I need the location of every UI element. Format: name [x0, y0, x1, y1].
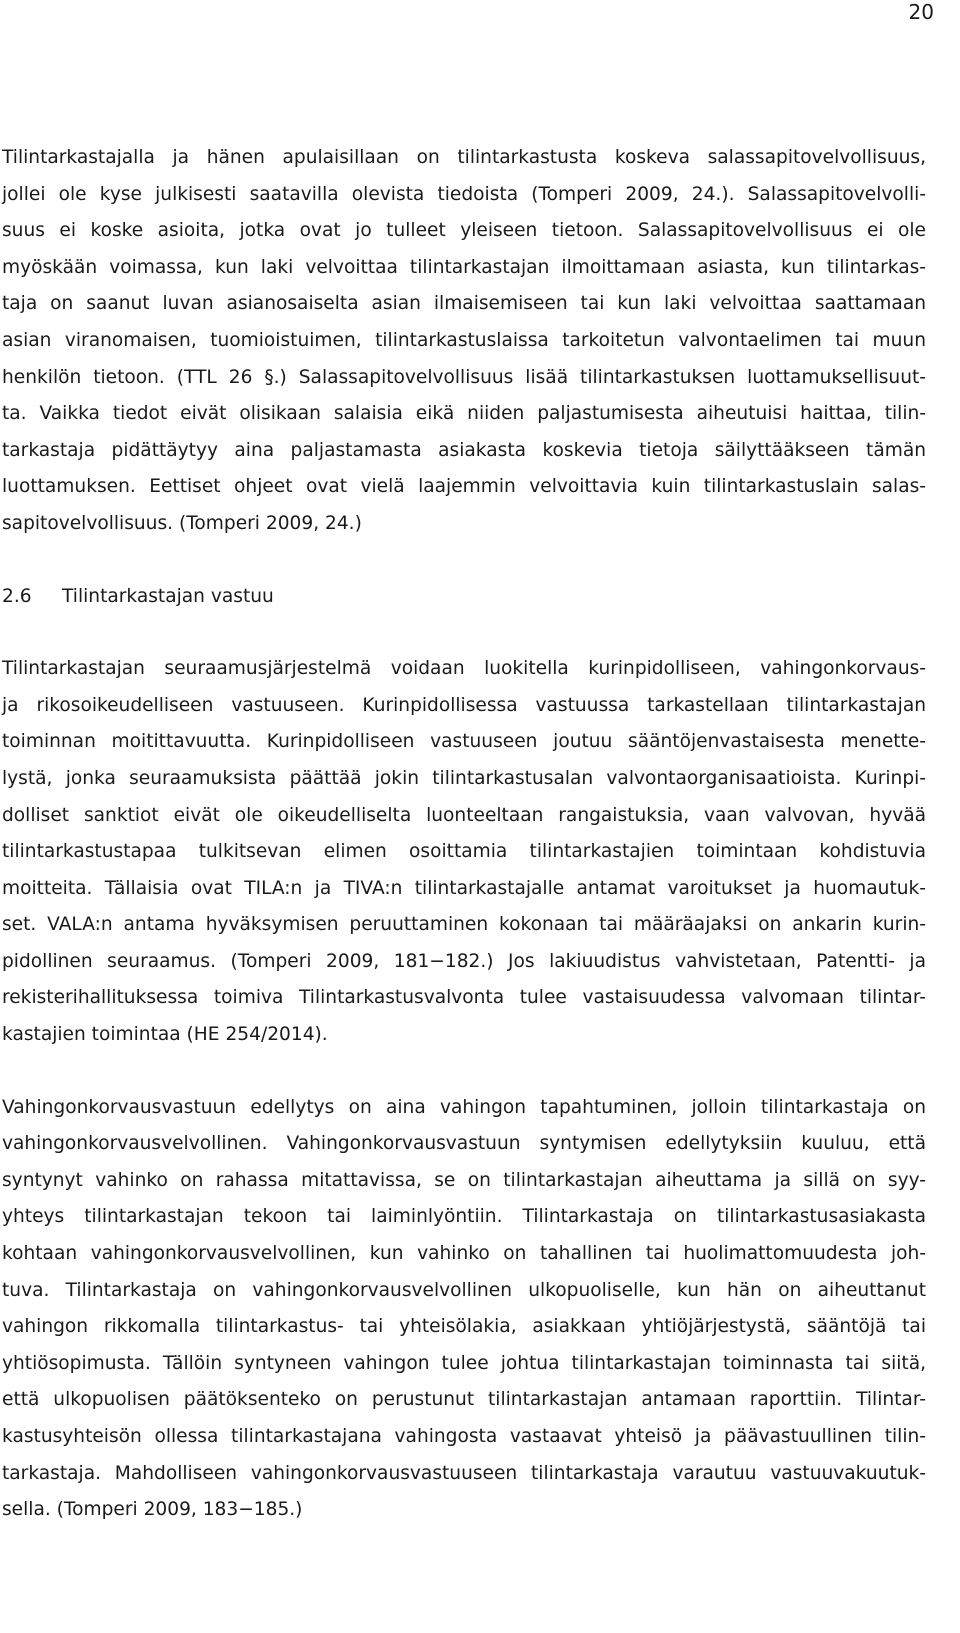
text-line: sapitovelvollisuus. (Tomperi 2009, 24.) — [2, 512, 362, 534]
text-line: suus ei koske asioita, jotka ovat jo tulleet yleiseen tietoon. Salassapitovelvollisuus ei ole — [2, 220, 926, 242]
text-line: tarkastaja pidättäytyy aina paljastamasta asiakasta koskevia tietoja säilyttääkseen tämän — [2, 439, 926, 461]
text-line: rekisterihallituksessa toimiva Tilintarkastusvalvonta tulee vastaisuudessa valvomaan tilintar- — [2, 987, 926, 1009]
paragraph-confidentiality — [2, 140, 926, 543]
text-line: kastusyhteisön ollessa tilintarkastajana vahingosta vastaavat yhteisö ja päävastuullinen tilin- — [2, 1426, 926, 1447]
text-line: dolliset sanktiot eivät ole oikeudelliselta luonteeltaan rangaistuksia, vaan valvovan, hyvää — [2, 804, 926, 826]
text-line: sella. (Tomperi 2009, 183−185.) — [2, 1499, 303, 1521]
text-line: moitteita. Tällaisia ovat TILA:n ja TIVA:n tilintarkastajalle antamat varoitukset ja huomautuk- — [2, 877, 926, 899]
text-line: Tilintarkastajalla ja hänen apulaisillaan on tilintarkastusta koskeva salassapitovelvollisuus, — [2, 147, 926, 168]
text-line: pidollinen seuraamus. (Tomperi 2009, 181−182.) Jos lakiuudistus vahvistetaan, Patentti- ja — [2, 950, 926, 972]
text-line: luottamuksen. Eettiset ohjeet ovat vielä laajemmin velvoittavia kuin tilintarkastuslain salas- — [2, 476, 926, 498]
text-line: henkilön tietoon. (TTL 26 §.) Salassapitovelvollisuus lisää tilintarkastuksen luottamuksellisuut- — [2, 366, 926, 388]
section-heading — [2, 579, 926, 616]
section-number: 2.6 — [2, 585, 32, 607]
text-line: että ulkopuolisen päätöksenteko on perustunut tilintarkastajan antamaan raporttiin. Tilintar- — [2, 1389, 926, 1411]
text-line: kastajien toimintaa (HE 254/2014). — [2, 1024, 328, 1046]
text-line: toiminnan moitittavuutta. Kurinpidolliseen vastuuseen joutuu sääntöjenvastaisesta menette- — [2, 731, 926, 753]
text-line: yhtiösopimusta. Tällöin syntyneen vahingon tulee johtua tilintarkastajan toiminnasta tai siitä, — [2, 1352, 926, 1374]
text-line: ja rikosoikeudelliseen vastuuseen. Kurinpidollisessa vastuussa tarkastellaan tilintarkastajan — [2, 694, 926, 716]
text-line: tilintarkastustapaa tulkitsevan elimen osoittamia tilintarkastajien toimintaan kohdistuvia — [2, 841, 926, 863]
section-title: Tilintarkastajan vastuu — [62, 585, 274, 607]
text-line: asian viranomaisen, tuomioistuimen, tilintarkastuslaissa tarkoitetun valvontaelimen tai muun — [2, 329, 926, 351]
text-line: syntynyt vahinko on rahassa mitattavissa, se on tilintarkastajan aiheuttama ja sillä on syy- — [2, 1169, 926, 1191]
paragraph-sanctions — [2, 651, 926, 1054]
text-line: tarkastaja. Mahdolliseen vahingonkorvausvastuuseen tilintarkastaja varautuu vastuuvakuutuk- — [2, 1462, 926, 1484]
text-line: vahingon rikkomalla tilintarkastus- tai yhteisölakia, asiakkaan yhtiöjärjestystä, sääntöjä tai — [2, 1316, 926, 1338]
text-line: Tilintarkastajan seuraamusjärjestelmä voidaan luokitella kurinpidolliseen, vahingonkorvaus- — [2, 658, 926, 680]
text-line: Vahingonkorvausvastuun edellytys on aina vahingon tapahtuminen, jolloin tilintarkastaja on — [2, 1096, 926, 1118]
text-line: kohtaan vahingonkorvausvelvollinen, kun vahinko on tahallinen tai huolimattomuudesta joh- — [2, 1243, 926, 1265]
text-line: ta. Vaikka tiedot eivät olisikaan salaisia eikä niiden paljastumisesta aiheutuisi haittaa, tilin- — [2, 403, 926, 425]
text-line: tuva. Tilintarkastaja on vahingonkorvausvelvollinen ulkopuoliselle, kun hän on aiheuttanut — [2, 1279, 926, 1301]
page-number: 20 — [908, 0, 934, 24]
text-line: jollei ole kyse julkisesti saatavilla olevista tiedoista (Tomperi 2009, 24.). Salassapitovelvolli- — [2, 183, 926, 205]
text-line: vahingonkorvausvelvollinen. Vahingonkorvausvastuun syntymisen edellytyksiin kuuluu, että — [2, 1133, 926, 1155]
text-line: lystä, jonka seuraamuksista päättää jokin tilintarkastusalan valvontaorganisaatioista. Kurinpi- — [2, 767, 926, 789]
paragraph-liability — [2, 1090, 926, 1529]
text-line: myöskään voimassa, kun laki velvoittaa tilintarkastajan ilmoittamaan asiasta, kun tilintarkas- — [2, 256, 926, 278]
text-line: yhteys tilintarkastajan tekoon tai laiminlyöntiin. Tilintarkastaja on tilintarkastusasiakasta — [2, 1206, 926, 1228]
text-line: taja on saanut luvan asianosaiselta asian ilmaisemiseen tai kun laki velvoittaa saattamaan — [2, 293, 926, 315]
page-content — [2, 140, 926, 1529]
text-line: set. VALA:n antama hyväksymisen peruuttaminen kokonaan tai määräajaksi on ankarin kurin- — [2, 914, 926, 936]
